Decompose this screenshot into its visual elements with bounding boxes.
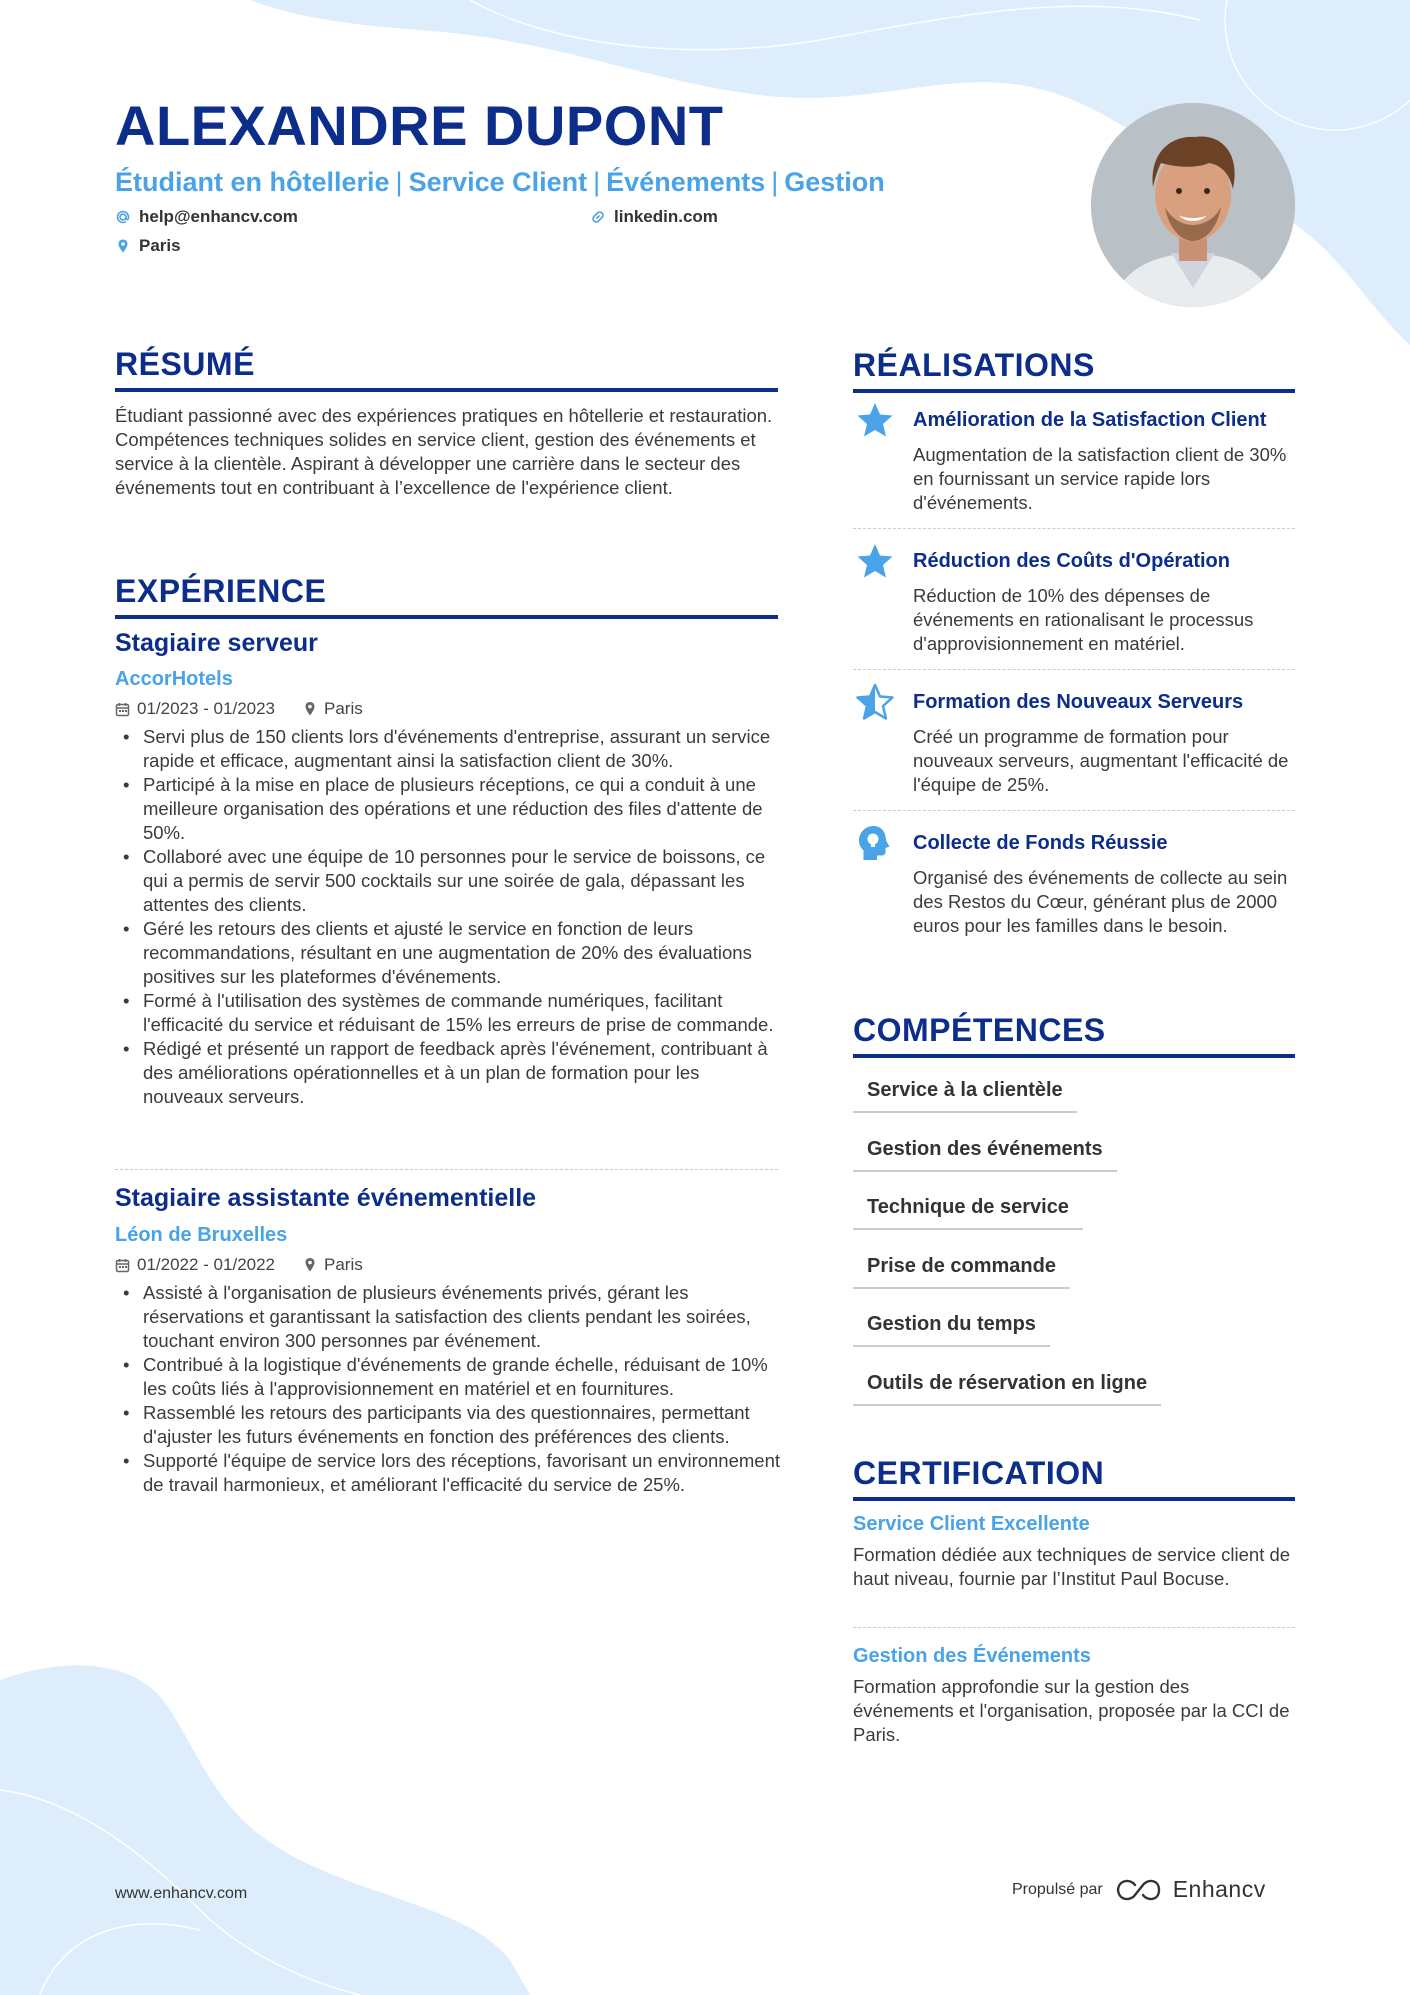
location-pin-icon bbox=[115, 238, 131, 254]
certification-heading: CERTIFICATION bbox=[853, 1457, 1295, 1501]
headline bbox=[115, 166, 885, 198]
divider bbox=[853, 669, 1295, 670]
job-bullet: • Participé à la mise en place de plusieurs réceptions, ce qui a conduit à une meilleure organisation des opérations et une réduction des files d'attente de 50%. bbox=[115, 773, 780, 845]
job-bullets bbox=[115, 725, 780, 1109]
certification-desc: Formation approfondie sur la gestion des événements et l'organisation, proposée par la CCI de Paris. bbox=[853, 1676, 1290, 1745]
achievement-title: Amélioration de la Satisfaction Client bbox=[913, 409, 1267, 431]
job-bullet: • Rédigé et présenté un rapport de feedback après l'événement, contribuant à des améliorations opérationnelles et à un plan de formation pour les nouveaux serveurs. bbox=[115, 1037, 780, 1109]
enhancv-logo-icon bbox=[1115, 1877, 1161, 1903]
job-bullet: • Contribué à la logistique d'événements de grande échelle, réduisant de 10% les coûts liés à l'approvisionnement en matériel et en fournitures. bbox=[115, 1353, 780, 1401]
job-bullet: • Collaboré avec une équipe de 10 personnes pour le service de boissons, ce qui a permis de servir 500 cocktails sur une soirée de gala, dépassant les attentes des clients. bbox=[115, 845, 780, 917]
job-dates-text: 01/2022 - 01/2022 bbox=[137, 1255, 276, 1274]
job-bullets bbox=[115, 1281, 780, 1497]
skill-tag: Prise de commande bbox=[853, 1255, 1070, 1289]
divider bbox=[853, 1627, 1295, 1628]
job-title: Stagiaire assistante événementielle bbox=[115, 1184, 537, 1212]
contact-linkedin[interactable] bbox=[590, 207, 718, 227]
skill-tag: Service à la clientèle bbox=[853, 1079, 1077, 1113]
linkedin-text: linkedin.com bbox=[614, 207, 718, 226]
certification-title: Gestion des Événements bbox=[853, 1645, 1091, 1667]
job-bullet: • Supporté l'équipe de service lors des réceptions, favorisant un environnement de travail harmonieux, et améliorant l'efficacité du service de 25%. bbox=[115, 1449, 780, 1497]
skill-tag: Gestion des événements bbox=[853, 1138, 1117, 1172]
star-icon bbox=[855, 400, 895, 440]
head-idea-icon bbox=[855, 823, 895, 863]
certification-desc: Formation dédiée aux techniques de service client de haut niveau, fournie par l’Institut Paul Bocuse. bbox=[853, 1544, 1291, 1589]
job-location-text: Paris bbox=[324, 699, 363, 718]
job-dates-text: 01/2023 - 01/2023 bbox=[137, 699, 276, 718]
brand-name: Enhancv bbox=[1172, 1876, 1266, 1902]
email-text: help@enhancv.com bbox=[139, 207, 298, 226]
certification-title: Service Client Excellente bbox=[853, 1513, 1090, 1535]
achievement-title: Formation des Nouveaux Serveurs bbox=[913, 691, 1244, 713]
job-bullet: • Servi plus de 150 clients lors d'événements d'entreprise, assurant un service rapide et efficace, augmentant ainsi la satisfaction client de 30%. bbox=[115, 725, 780, 773]
achievement-title: Collecte de Fonds Réussie bbox=[913, 832, 1168, 854]
location-text: Paris bbox=[139, 236, 181, 255]
job-bullet: • Assisté à l'organisation de plusieurs événements privés, gérant les réservations et garantissant la satisfaction des clients pendant les soirées, touchant environ 300 personnes par événement. bbox=[115, 1281, 780, 1353]
at-icon bbox=[115, 209, 131, 225]
job-bullet: • Rassemblé les retours des participants via des questionnaires, permettant d'ajuster les futurs événements en fonction des préférences des clients. bbox=[115, 1401, 780, 1449]
achievements-heading: RÉALISATIONS bbox=[853, 349, 1295, 393]
location-pin-icon bbox=[303, 1257, 317, 1273]
headline-separator: | bbox=[395, 167, 403, 197]
skills-heading: COMPÉTENCES bbox=[853, 1014, 1295, 1058]
achievement-title: Réduction des Coûts d'Opération bbox=[913, 550, 1230, 572]
achievement-desc: Créé un programme de formation pour nouveaux serveurs, augmentant l'efficacité de l'équipe de 25%. bbox=[913, 726, 1289, 795]
skill-tag: Gestion du temps bbox=[853, 1313, 1050, 1347]
job-bullet: • Formé à l'utilisation des systèmes de commande numériques, facilitant l'efficacité du service et réduisant de 15% les erreurs de prise de commande. bbox=[115, 989, 780, 1037]
candidate-name: ALEXANDRE DUPONT bbox=[115, 94, 724, 157]
star-half-icon bbox=[855, 682, 895, 722]
contact-location bbox=[115, 236, 181, 256]
calendar-icon bbox=[115, 702, 130, 717]
star-icon bbox=[855, 541, 895, 581]
contact-email[interactable] bbox=[115, 207, 298, 227]
experience-heading: EXPÉRIENCE bbox=[115, 575, 778, 619]
job-bullet: • Géré les retours des clients et ajusté le service en fonction de leurs recommandations, résultant en une augmentation de 20% des évaluations positives sur les plateformes d'événements. bbox=[115, 917, 780, 989]
headline-separator: | bbox=[771, 167, 779, 197]
company-name: Léon de Bruxelles bbox=[115, 1224, 288, 1246]
divider bbox=[853, 810, 1295, 811]
headline-item: Service Client bbox=[408, 167, 588, 197]
job-dates bbox=[115, 699, 275, 719]
powered-by-text: Propulsé par bbox=[1012, 1880, 1103, 1898]
headline-item: Étudiant en hôtellerie bbox=[115, 167, 390, 197]
summary-text: Étudiant passionné avec des expériences pratiques en hôtellerie et restauration. Compétences techniques solides en service client, gestion des événements et service à la clientèle. Aspirant à développer une carrière dans le secteur des événements tout en contribuant à l’excellence de l'expérience client. bbox=[115, 405, 773, 498]
job-meta bbox=[115, 1255, 391, 1275]
headline-item: Gestion bbox=[784, 167, 885, 197]
skill-tag: Outils de réservation en ligne bbox=[853, 1372, 1161, 1406]
job-meta bbox=[115, 699, 391, 719]
calendar-icon bbox=[115, 1258, 130, 1273]
skill-tag: Technique de service bbox=[853, 1196, 1083, 1230]
divider bbox=[853, 528, 1295, 529]
achievement-desc: Augmentation de la satisfaction client de 30% en fournissant un service rapide lors d'événements. bbox=[913, 444, 1287, 513]
job-location bbox=[303, 699, 363, 719]
company-name: AccorHotels bbox=[115, 668, 233, 690]
achievement-desc: Organisé des événements de collecte au sein des Restos du Cœur, générant plus de 2000 euros pour les familles dans le besoin. bbox=[913, 867, 1288, 936]
achievement-desc: Réduction de 10% des dépenses de événements en rationalisant le processus d'approvisionnement en matériel. bbox=[913, 585, 1254, 654]
divider bbox=[115, 1169, 778, 1170]
link-icon bbox=[590, 209, 606, 225]
job-dates bbox=[115, 1255, 275, 1275]
headline-item: Événements bbox=[606, 167, 766, 197]
location-pin-icon bbox=[303, 701, 317, 717]
job-location-text: Paris bbox=[324, 1255, 363, 1274]
footer-website[interactable]: www.enhancv.com bbox=[115, 1885, 248, 1902]
summary-heading: RÉSUMÉ bbox=[115, 348, 778, 392]
job-title: Stagiaire serveur bbox=[115, 629, 318, 657]
headline-separator: | bbox=[593, 167, 601, 197]
job-location bbox=[303, 1255, 363, 1275]
footer-branding bbox=[1012, 1876, 1266, 1903]
profile-photo bbox=[1091, 103, 1295, 307]
